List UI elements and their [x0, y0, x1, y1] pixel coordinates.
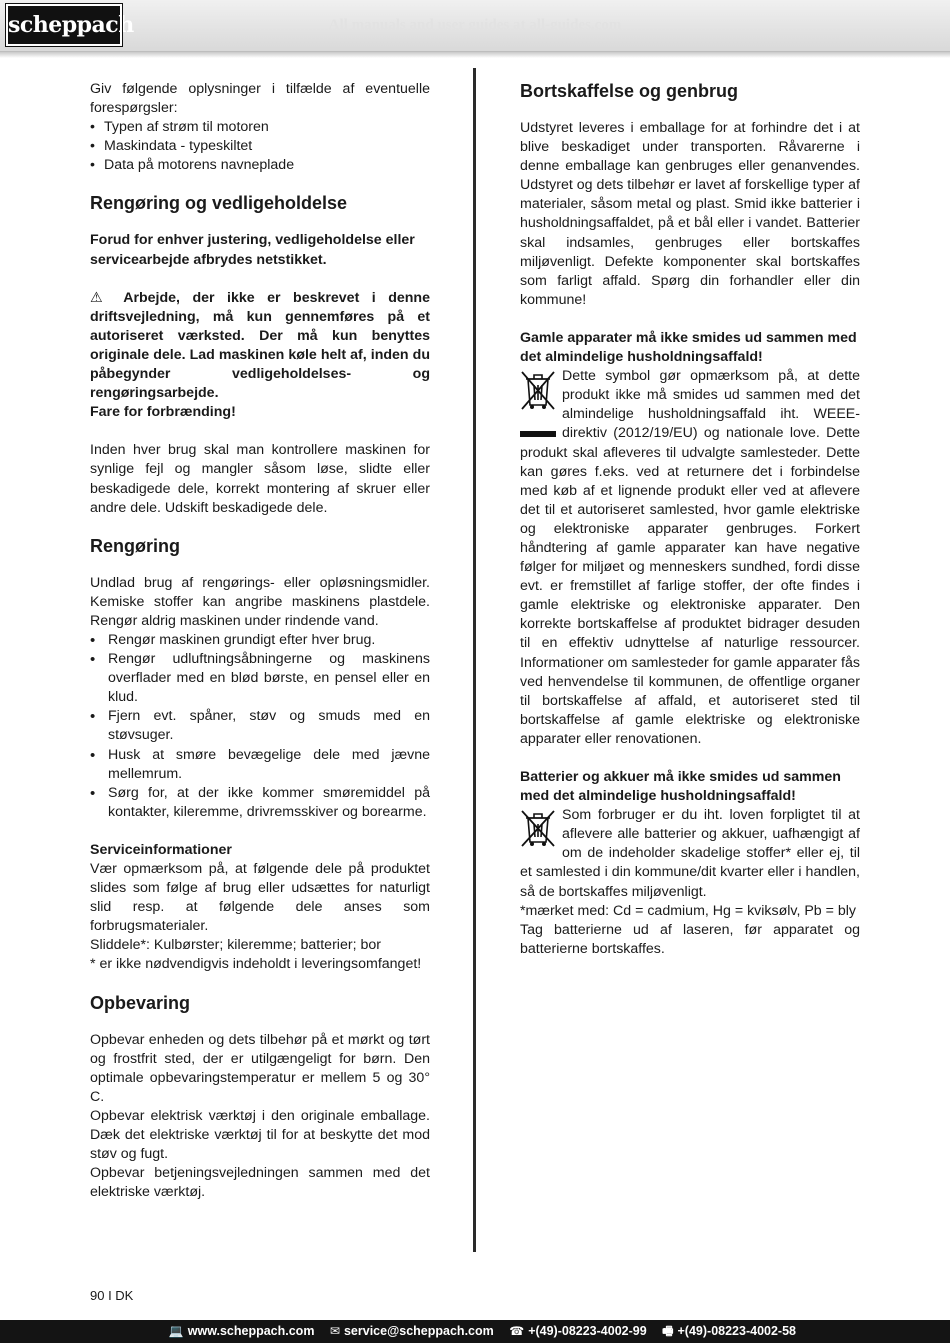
left-column	[90, 80, 430, 1202]
header-shadow	[0, 52, 950, 58]
heading-maintenance: Rengøring og vedligeholdelse	[90, 193, 348, 214]
heading-storage: Opbevaring	[90, 992, 191, 1013]
storage-text-2: Opbevar elektrisk værktøj i den originale emballage. Dæk det elektriske værktøj til for at beskytte det mod støv og fugt.	[90, 1107, 430, 1163]
list-item: • Sørg for, at der ikke kommer smøremiddel på kontakter, kileremme, drivremsskiver og borearme.	[90, 784, 430, 822]
list-item: • Rengør udluftningsåbningerne og maskinens overflader med en blød børste, en pensel eller en klud.	[90, 650, 430, 707]
inspection-text: Inden hver brug skal man kontrollere maskinen for synlige fejl og mangler såsom løse, slidte eller beskadigede dele, korrekt montering af skruer eller andre dele. Udskift beskadigede dele.	[90, 442, 430, 516]
battery-heading: Batterier og akkuer må ikke smides ud sammen med det almindelige husholdningsaffald!	[520, 769, 841, 805]
battery-bin-icon	[520, 808, 558, 854]
heading-disposal: Bortskaffelse og genbrug	[520, 81, 739, 101]
page-footer	[0, 1320, 950, 1343]
watermark: All manuals and user guides at all-guides.com	[328, 17, 622, 33]
battery-laser-text: Tag batterierne ud af laseren, før apparatet og batterierne bortskaffes.	[520, 921, 860, 957]
cleaning-text: Undlad brug af rengørings- eller opløsningsmidler. Kemiske stoffer kan angribe maskinens plastdele. Rengør aldrig maskinen under rindende vand.	[90, 574, 430, 629]
warning-fire: Fare for forbrænding!	[90, 404, 236, 421]
scheppach-logo: scheppach	[6, 4, 122, 46]
list-item: • Fjern evt. spåner, støv og smuds med en støvsuger.	[90, 707, 430, 745]
service-note: * er ikke nødvendigvis indeholdt i leveringsomfanget!	[90, 956, 422, 973]
list-item: • Typen af strøm til motoren	[90, 118, 430, 137]
cleaning-list	[90, 631, 430, 822]
warning-text: Arbejde, der ikke er beskrevet i denne driftsvejledning, må kun gennemføres på et autoriseret værksted. Der må kun benyttes originale dele. Lad maskinen køle helt af, inden du påbegynder vedligeholdelses- og rengøringsarbejde.	[90, 289, 430, 402]
heading-service: Serviceinformationer	[90, 841, 232, 858]
list-item: • Husk at smøre bevægelige dele med jævne mellemrum.	[90, 746, 430, 784]
service-text: Vær opmærksom på, at følgende dele på produktet slides som følge af brug eller udsættes for naturligt slid resp. at følgende dele anses som forbrugsmaterialer.	[90, 861, 430, 935]
old-appliances-heading: Gamle apparater må ikke smides ud sammen med det almindelige husholdningsaffald!	[520, 329, 857, 366]
page-header	[0, 0, 950, 52]
list-item: • Data på motorens navneplade	[90, 156, 430, 175]
warning-block	[90, 289, 430, 404]
storage-text-3: Opbevar betjeningsvejledningen sammen med det elektriske værktøj.	[90, 1165, 430, 1201]
column-divider	[473, 68, 476, 1252]
weee-bar	[520, 431, 556, 437]
weee-bin-icon	[520, 369, 558, 437]
maintenance-bold-note: Forud for enhver justering, vedligeholdelse eller servicearbejde afbrydes netstikket.	[90, 232, 415, 268]
old-appliances-text: Dette symbol gør opmærksom på, at dette produkt ikke må smides ud sammen med det almindelige husholdningsaffald iht. WEEE-direktiv (2012/19/EU) og nationale love. Dette produkt skal afleveres til udvalgte samlesteder. Dette kan gøres f.eks. ved at returnere det i forbindelse med køb af et lignende produkt eller ved at aflevere det til et autoriseret samlested, hvor gamle elektriske og elektroniske apparater genbruges. Forkert håndtering af gamle apparater kan have negative følger for miljøet og menneskers sundhed, fordi disse evt. er fremstillet af farlige stoffer, der ofte findes i gamle elektriske og elektroniske apparater. Den korrekte bortskaffelse af produktet bidrager desuden til en effektiv udnyttelse af naturlige ressourcer. Informationer om samlesteder for gamle apparater fås ved henvendelse til kommunen, de offentlige organer til bortskaffelse af affald, et autoriseret sted til bortskaffelse af gamle elektriske og elektroniske apparater eller renovationen.	[520, 368, 860, 747]
phone-icon: ☎	[509, 1324, 525, 1338]
warning-triangle-icon: ⚠	[90, 289, 112, 306]
list-item: • Rengør maskinen grundigt efter hver brug.	[90, 631, 430, 650]
page-number: 90 I DK	[90, 1288, 134, 1303]
mail-icon: ✉	[329, 1324, 340, 1338]
footer-email[interactable]: ✉ service@scheppach.com	[330, 1324, 494, 1338]
footer-website[interactable]: 💻 www.scheppach.com	[169, 1324, 315, 1338]
fax-icon: 🖷	[662, 1324, 674, 1338]
footer-phone: ☎ +(49)-08223-4002-99	[509, 1324, 646, 1338]
battery-note: *mærket med: Cd = cadmium, Hg = kviksølv, Pb = bly	[520, 902, 857, 919]
service-parts: Sliddele*: Kulbørster; kileremme; batterier; bor	[90, 937, 381, 954]
storage-text-1: Opbevar enheden og dets tilbehør på et mørkt og tørt og frostfrit sted, der er utilgængeligt for børn. Den optimale opbevaringstemperatur er mellem 5 og 30° C.	[90, 1031, 430, 1105]
disposal-text: Udstyret leveres i emballage for at forhindre det i at blive beskadiget under transporten. Råvarerne i denne emballage kan genbruges eller genanvendes. Udstyret og dets tilbehør er lavet af forskellige typer af materialer, såsom metal og plast. Smid ikke batterier i husholdningsaffaldet, på et bål eller i vandet. Batterier skal indsamles, genbruges eller bortskaffes miljøvenligt. Defekte komponenter skal bortskaffes som farligt affald. Spørg din forhandler eller din kommune!	[520, 120, 860, 308]
heading-cleaning: Rengøring	[90, 535, 180, 556]
intro-text: Giv følgende oplysninger i tilfælde af eventuelle forespørgsler:	[90, 81, 430, 117]
intro-list	[90, 118, 430, 175]
list-item: • Maskindata - typeskiltet	[90, 137, 430, 156]
battery-text: Som forbruger er du iht. loven forpligtet til at aflevere alle batterier og akkuer, uafhængigt af om de indeholder skadelige stoffer* eller ej, til et samlested i din kommune/dit kvarter eller i handlen, så de bortskaffes miljøvenligt.	[520, 807, 860, 900]
right-column	[520, 80, 860, 959]
computer-icon: 💻	[168, 1324, 184, 1338]
footer-fax: 🖷 +(49)-08223-4002-58	[662, 1324, 796, 1338]
